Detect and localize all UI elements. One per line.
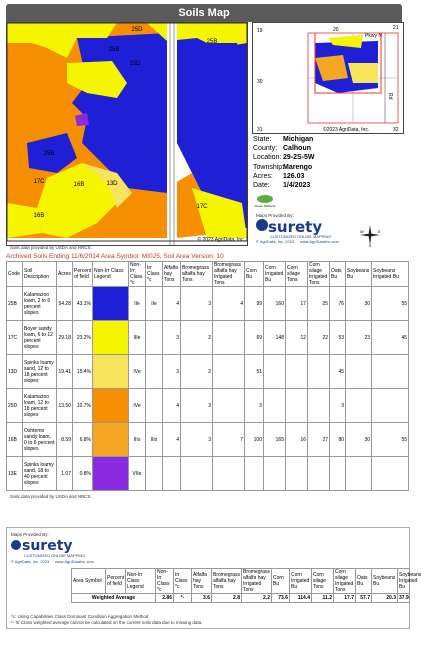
section-number: 31 [257,127,263,133]
soil-map-svg [7,23,247,245]
column-header: Alfalfa hay Tons [192,569,212,594]
table-cell-acres: 8.59 [57,423,73,457]
column-header: Soil Description [23,262,57,287]
township-label: Township: [253,163,285,171]
table-cell-alfalfa [163,457,181,491]
summary-surety-globe-icon [11,540,21,550]
column-header: Corn Bu [245,262,264,287]
table-cell-pct: 43.1% [73,287,93,321]
table-cell-silage_irr [308,389,330,423]
table-row [7,389,409,423]
soil-color-swatch [93,355,129,389]
summary-surety-url: www.AgriDataInc.com [55,560,95,564]
table-cell-desc: Spinks loamy sand, 18 to 40 percent slopes [23,457,57,491]
section-number: 19 [257,28,263,34]
table-cell-pct: 15.4% [73,355,93,389]
column-header: Corn silage Irrigated Tons [308,262,330,287]
table-cell-silage [286,389,308,423]
table-cell-acres: 54.28 [57,287,73,321]
table-cell-corn: 51 [245,355,264,389]
table-cell-nonirr: IVe [129,355,146,389]
column-header: Corn Irrigated Bu [290,569,312,594]
column-header: Area Symbol [72,569,106,594]
section-number: 32 [393,127,399,133]
date-value: 1/4/2023 [283,182,311,190]
table-cell-soy [346,457,372,491]
table-cell-desc: Kalamazoo loam, 2 to 6 percent slopes [23,287,57,321]
section-number: 30 [257,79,263,85]
table-cell-corn: 69 [245,321,264,355]
map-label: 25B [43,151,55,157]
table-cell-silage_irr: 22 [308,321,330,355]
table-cell-soy: 30 [346,423,372,457]
column-header: Non-Irr Class Legend [126,569,156,594]
footnote-aggregation: *c: Using Capabilities Class Dominant Condition Aggregation Method [11,614,149,619]
table-source-note: Soils data provided by USDA and NRCS. [10,494,92,499]
table-cell-brome_irr [213,457,245,491]
table-row [7,423,409,457]
location-value: 29-2S-5W [283,154,315,162]
soil-color-swatch [93,287,129,321]
svg-text:S: S [368,243,372,248]
state-label: State: [253,136,272,143]
table-cell-irr [146,389,163,423]
column-header: Corn silage Tons [286,262,308,287]
table-cell-nonirr: IIIs [129,423,146,457]
table-cell-brome: 3 [181,287,213,321]
table-cell-corn: 99 [245,287,264,321]
green-partner-logo [255,194,275,208]
table-cell-soy_irr: 55 [372,287,409,321]
table-cell-nonirr: IIe [129,287,146,321]
table-cell-irr: IIIs [146,423,163,457]
table-cell-corn: 3 [245,389,264,423]
surety-tagline: © AgriData, Inc. 2023 [256,240,295,244]
table-cell-pct: 0.8% [73,457,93,491]
column-header: Soybeans Bu [346,262,372,287]
summary-cell: 2.86 [156,594,174,603]
soil-color-swatch [93,423,129,457]
summary-cell: 2.2 [242,594,272,603]
column-header: Corn Bu [272,569,290,594]
parcel-info [253,135,403,190]
map-label: 17C [196,204,208,210]
column-header: Irr Class *c [146,262,163,287]
acres-label: Acres: [253,172,273,180]
table-cell-soy_irr [372,389,409,423]
column-header: Soybeans Bu [372,569,398,594]
table-cell-brome_irr: 4 [213,287,245,321]
table-cell-soy [346,355,372,389]
section-number: 21 [393,25,399,31]
column-header: Soybeans Irrigated Bu [372,262,409,287]
compass-icon [358,223,382,247]
table-cell-brome: 3 [181,389,213,423]
column-header: Oats Bu [330,262,346,287]
table-cell-oats [330,457,346,491]
table-cell-corn_irr: 148 [264,321,286,355]
table-cell-code: 17C [7,321,23,355]
column-header: Percent of field [106,569,126,594]
township-value: Marengo [283,163,313,171]
acres-value: 126.03 [283,172,305,180]
table-cell-silage [286,457,308,491]
table-cell-brome [181,457,213,491]
column-header: Acres [57,262,73,287]
table-cell-soy_irr: 45 [372,321,409,355]
legend-header: Archived Soils Ending 11/6/2014 Area Symbol: MI025, Soil Area Version: 10 [6,253,224,260]
map-label: 13D [106,181,118,187]
column-header: Bromegrass alfalfa hay Irrigated Tons [213,262,245,287]
table-cell-nonirr: IVe [129,389,146,423]
table-cell-irr [146,355,163,389]
table-cell-pct: 23.2% [73,321,93,355]
table-cell-soy [346,389,372,423]
table-cell-alfalfa: 4 [163,389,181,423]
table-cell-alfalfa: 3 [163,321,181,355]
table-cell-oats: 3 [330,389,346,423]
table-cell-corn: 100 [245,423,264,457]
table-cell-alfalfa: 3 [163,355,181,389]
table-cell-irr [146,321,163,355]
table-cell-brome_irr [213,321,245,355]
table-cell-desc: Kalamazoo loam, 12 to 18 percent slopes [23,389,57,423]
column-header: Corn silage Tons [312,569,334,594]
summary-cell: *- [174,594,192,603]
summary-surety-subtitle: CUSTOMIZED ONLINE MAPPING [24,554,86,558]
table-cell-acres: 19.41 [57,355,73,389]
table-cell-silage: 12 [286,321,308,355]
column-header: Alfalfa hay Tons [163,262,181,287]
table-cell-corn_irr [264,457,286,491]
svg-text:W: W [360,229,364,234]
summary-cell: 57.7 [356,594,372,603]
table-cell-desc: Boyer sandy loam, 6 to 12 percent slopes [23,321,57,355]
table-cell-silage_irr [308,355,330,389]
table-cell-brome: 2 [181,355,213,389]
table-cell-code: 25D [7,389,23,423]
soil-color-swatch [93,389,129,423]
weighted-average-row [72,594,410,603]
county-label: County: [253,145,278,153]
table-header-row [7,262,409,287]
map-label: 25D [129,61,141,67]
table-cell-brome_irr [213,389,245,423]
table-cell-oats: 76 [330,287,346,321]
summary-cell: 73.6 [272,594,290,603]
state-value: Michigan [283,136,314,143]
table-cell-acres: 29.18 [57,321,73,355]
road-label: Rd [387,93,393,100]
column-header: Non-Irr Class *c [129,262,146,287]
column-header: Bromegrass alfalfa hay Tons [212,569,242,594]
map-label: 16B [33,213,45,219]
location-label: Location: [253,154,282,162]
table-cell-corn [245,457,264,491]
table-cell-oats: 80 [330,423,346,457]
column-header: Non-Irr Class Legend [93,262,129,287]
table-row [7,287,409,321]
table-cell-corn_irr: 165 [264,423,286,457]
table-cell-brome: 3 [181,423,213,457]
summary-cell: 20.3 [372,594,398,603]
map-label: 25D [131,27,143,33]
surety-subtitle: CUSTOMIZED ONLINE MAPPING [270,235,332,239]
summary-panel [6,527,421,629]
weighted-average-label: Weighted Average [72,594,156,603]
column-header: Irr Class *c [174,569,192,594]
road-strip [167,23,177,245]
table-cell-irr [146,457,163,491]
locator-map[interactable] [252,22,404,134]
column-header: Code [7,262,23,287]
soil-map[interactable] [6,22,248,246]
column-header: Corn silage Irrigated Tons [334,569,356,594]
summary-cell: 17.7 [334,594,356,603]
table-cell-soy_irr [372,355,409,389]
table-cell-silage [286,355,308,389]
county-value: Calhoun [283,145,311,153]
table-cell-corn_irr [264,355,286,389]
summary-cell: 37.9 [399,595,409,601]
table-cell-soy: 23 [346,321,372,355]
table-cell-code: 16B [7,423,23,457]
table-row [7,457,409,491]
table-cell-acres: 13.50 [57,389,73,423]
summary-cell: 11.2 [312,594,334,603]
table-cell-desc: Spinks loamy sand, 12 to 18 percent slopes [23,355,57,389]
map-copyright: © 2023 AgriData, Inc. [197,237,245,243]
table-cell-corn_irr [264,389,286,423]
summary-surety-logo: surety [22,538,73,554]
column-header: Bromegrass alfalfa hay Irrigated Tons [243,569,270,593]
table-cell-nonirr: VIIe [129,457,146,491]
table-cell-oats: 53 [330,321,346,355]
surety-logo: surety [268,218,323,236]
soil-polygon-17c-left [7,203,42,238]
table-row [7,355,409,389]
summary-header-row [72,569,410,594]
table-cell-code: 13E [7,457,23,491]
table-cell-alfalfa: 4 [163,287,181,321]
table-cell-desc: Oshtemo sandy loam, 0 to 6 percent slopes [23,423,57,457]
table-cell-pct: 6.8% [73,423,93,457]
column-header: Percent of field [73,262,93,287]
summary-maps-provided-by: Maps Provided By: [11,532,49,537]
table-row [7,321,409,355]
section-number: 20 [333,27,339,33]
table-cell-brome: 2 [181,321,213,355]
svg-text:Green Partners: Green Partners [254,204,276,208]
table-cell-soy_irr: 55 [372,423,409,457]
summary-surety-tagline: © AgriData, Inc. 2023 [11,560,50,564]
surety-globe-icon [256,219,268,231]
road-label: Pkwy N [365,33,382,39]
summary-cell: 3.6 [192,594,212,603]
table-cell-irr: IIe [146,287,163,321]
page-title: Soils Map [6,4,402,22]
map-source-note: Soils data provided by USDA and NRCS. [10,245,92,250]
table-cell-soy_irr [372,457,409,491]
map-label: 25B [206,39,218,45]
table-cell-soy: 30 [346,287,372,321]
column-header: Bromegrass alfalfa hay Tons [181,262,213,287]
table-cell-nonirr: IIIe [129,321,146,355]
table-cell-silage_irr: 25 [308,287,330,321]
column-header: Soybeans Irrigated Bu [398,569,410,594]
table-cell-brome_irr: 7 [213,423,245,457]
table-cell-oats: 45 [330,355,346,389]
svg-text:E: E [378,229,381,234]
soil-color-swatch [93,321,129,355]
summary-cell: 2.8 [212,594,242,603]
surety-url: www.AgriDataInc.com [300,240,340,244]
svg-text:N: N [368,223,372,228]
column-header: Oats Bu [356,569,372,594]
table-cell-acres: 1.07 [57,457,73,491]
table-cell-pct: 10.7% [73,389,93,423]
column-header: Corn Irrigated Bu [264,262,286,287]
inset-copyright: ©2023 AgriData, Inc. [323,127,370,133]
table-cell-alfalfa: 4 [163,423,181,457]
summary-table [71,568,421,603]
map-label: 25B [108,47,120,53]
table-cell-silage: 16 [286,423,308,457]
footnote-missing-data: *- Irr Class weighted average cannot be calculated on the current soils data due to missing data. [11,620,203,625]
table-cell-brome_irr [213,355,245,389]
table-cell-code: 25B [7,287,23,321]
soils-table [6,261,409,491]
soil-color-swatch [93,457,129,491]
table-cell-silage_irr [308,457,330,491]
map-label: 17C [33,179,45,185]
column-header: Non-Irr Class *c [156,569,174,594]
maps-provided-by: Maps Provided By: [256,213,294,218]
table-cell-corn_irr: 160 [264,287,286,321]
table-cell-code: 13D [7,355,23,389]
locator-map-svg [253,23,403,133]
date-label: Date: [253,182,270,190]
table-cell-silage_irr: 27 [308,423,330,457]
summary-cell: 114.4 [290,594,312,603]
table-cell-silage: 17 [286,287,308,321]
map-label: 16B [73,182,85,188]
